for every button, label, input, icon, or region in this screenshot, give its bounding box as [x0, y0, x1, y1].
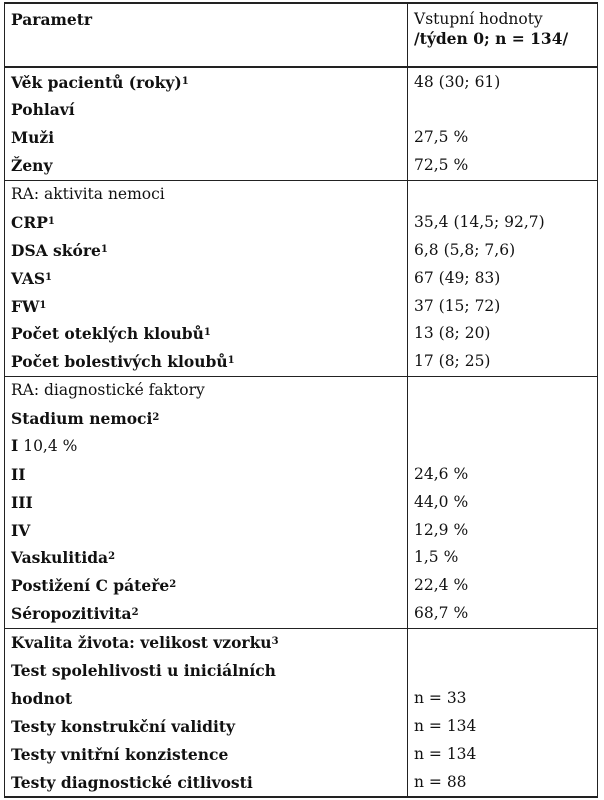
seropositivity-value: 68,7 % [408, 600, 598, 628]
table-row-stage-3 [5, 488, 598, 516]
men-value: 27,5 % [408, 124, 598, 152]
fw-value: 37 (15; 72) [408, 292, 598, 320]
internal-label: Testy vnitřní konzistence [5, 740, 408, 768]
crp-value: 35,4 (14,5; 92,7) [408, 209, 598, 237]
diagnostic-label: Testy diagnostické citlivosti [5, 768, 408, 797]
table-row-cspine [5, 572, 598, 600]
footnote-marker: 3 [271, 636, 279, 648]
footnote-marker: 2 [152, 412, 160, 424]
sex-label: Pohlaví [5, 96, 408, 124]
ra-activity-value [408, 180, 598, 208]
header-baseline [408, 3, 598, 67]
swollen-joints-value: 13 (8; 20) [408, 320, 598, 348]
row-label [5, 600, 408, 628]
dsa-label: DSA skóre [11, 240, 101, 260]
table-row-fw [5, 292, 598, 320]
table-row-stage-2 [5, 460, 598, 488]
stage-2-label: II [5, 460, 408, 488]
women-label: Ženy [5, 152, 408, 180]
ra-activity-label: RA: aktivita nemoci [5, 180, 408, 208]
footnote-marker: 2 [108, 551, 116, 563]
footnote-marker: 1 [47, 215, 55, 227]
row-label [5, 544, 408, 572]
table-row-seropositivity [5, 600, 598, 628]
crp-label: CRP [11, 212, 48, 232]
row-label [5, 628, 408, 656]
vas-value: 67 (49; 83) [408, 264, 598, 292]
stage-1-empty [408, 433, 598, 461]
women-value: 72,5 % [408, 152, 598, 180]
table-row-stage [5, 405, 598, 433]
sex-value [408, 96, 598, 124]
table-row-stage-4 [5, 516, 598, 544]
row-label [5, 320, 408, 348]
stage-3-value: 44,0 % [408, 488, 598, 516]
retest-label-line1: Test spolehlivosti u iniciálních [5, 657, 408, 685]
row-label [5, 209, 408, 237]
row-label [5, 264, 408, 292]
retest-label-line2: hodnot [5, 684, 408, 712]
fw-label: FW [11, 296, 40, 316]
stage-4-value: 12,9 % [408, 516, 598, 544]
footnote-marker: 1 [203, 327, 211, 339]
painful-joints-label: Počet bolestivých kloubů [11, 352, 228, 372]
stage-3-label: III [5, 488, 408, 516]
table-row-dsa [5, 236, 598, 264]
swollen-joints-label: Počet oteklých kloubů [11, 324, 204, 344]
table-row-crp [5, 209, 598, 237]
vasculitis-label: Vaskulitida [11, 548, 109, 568]
vas-label: VAS [11, 268, 46, 288]
footnote-marker: 2 [169, 579, 177, 591]
construct-value: n = 134 [408, 712, 598, 740]
table-row-stage-1 [5, 433, 598, 461]
qol-label: Kvalita života: velikost vzorku [11, 633, 272, 653]
table-row-internal [5, 740, 598, 768]
row-label [5, 433, 408, 461]
table-row-painful [5, 348, 598, 376]
table-row-ra-activity [5, 180, 598, 208]
ra-diagnostic-label: RA: diagnostické faktory [5, 376, 408, 404]
table-row-diagnostic [5, 768, 598, 797]
men-label: Muži [5, 124, 408, 152]
footnote-marker: 1 [181, 75, 189, 87]
stage-1-value: 10,4 % [23, 437, 78, 456]
row-label [5, 405, 408, 433]
table-header-row [5, 3, 598, 67]
row-label [5, 572, 408, 600]
header-baseline-line2: /týden 0; n = 134/ [414, 29, 569, 48]
footnote-marker: 2 [131, 607, 139, 619]
table-row-qol [5, 628, 598, 656]
table-row-sex [5, 96, 598, 124]
stage-label: Stadium nemoci [11, 409, 153, 429]
table-row-vas [5, 264, 598, 292]
cspine-label: Postižení C páteře [11, 576, 170, 596]
internal-value: n = 134 [408, 740, 598, 768]
construct-label: Testy konstrukční validity [5, 712, 408, 740]
dsa-value: 6,8 (5,8; 7,6) [408, 236, 598, 264]
footnote-marker: 1 [227, 355, 235, 367]
vasculitis-value: 1,5 % [408, 544, 598, 572]
table-row-ra-diagnostic [5, 376, 598, 404]
qol-value [408, 628, 598, 656]
row-label [5, 292, 408, 320]
table-row-women [5, 152, 598, 180]
stage-1-label: I [11, 436, 19, 456]
table-row-retest-2 [5, 684, 598, 712]
diagnostic-value: n = 88 [408, 768, 598, 797]
stage-2-value: 24,6 % [408, 460, 598, 488]
footnote-marker: 1 [39, 299, 47, 311]
table-row-swollen [5, 320, 598, 348]
stage-value [408, 405, 598, 433]
age-label: Věk pacientů (roky) [11, 72, 182, 92]
table-row-construct [5, 712, 598, 740]
age-value: 48 (30; 61) [408, 67, 598, 96]
footnote-marker: 1 [45, 271, 53, 283]
stage-4-label: IV [5, 516, 408, 544]
footnote-marker: 1 [100, 243, 108, 255]
table-row-retest-1 [5, 657, 598, 685]
cspine-value: 22,4 % [408, 572, 598, 600]
ra-diagnostic-value [408, 376, 598, 404]
table-row-age [5, 67, 598, 96]
row-label [5, 236, 408, 264]
parameters-table [4, 2, 598, 798]
header-baseline-line1: Vstupní hodnoty [414, 10, 543, 28]
retest-empty [408, 657, 598, 685]
painful-joints-value: 17 (8; 25) [408, 348, 598, 376]
table-row-men [5, 124, 598, 152]
header-parameter: Parametr [5, 3, 408, 67]
row-label [5, 67, 408, 96]
seropositivity-label: Séropozitivita [11, 604, 132, 624]
row-label [5, 348, 408, 376]
table-row-vasculitis [5, 544, 598, 572]
retest-value: n = 33 [408, 684, 598, 712]
